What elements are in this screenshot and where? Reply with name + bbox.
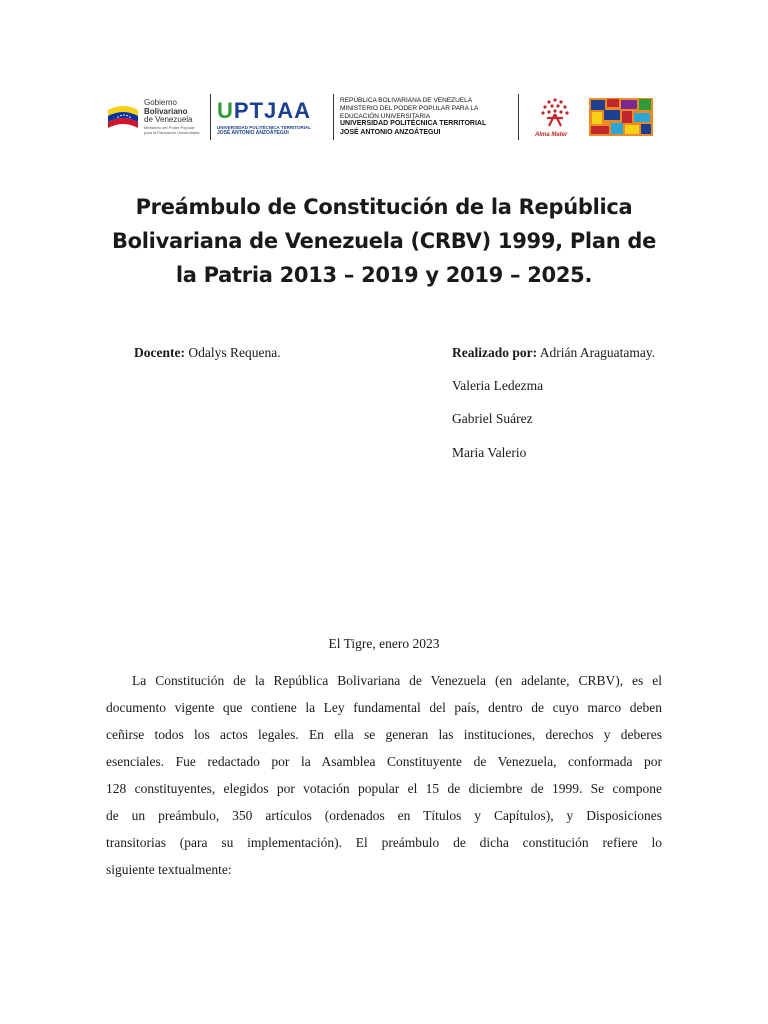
realizado-label: Realizado por:: [452, 345, 538, 360]
member-name: Maria Valerio: [452, 445, 527, 460]
paragraph-line: 128 constituyentes, elegidos por votación popular el 15 de diciembre de 1999. Se compone: [106, 781, 662, 796]
header-divider: [333, 94, 334, 140]
paragraph-line: documento vigente que contiene la Ley fundamental del país, dentro de cuyo marco deben: [106, 700, 662, 715]
intro-paragraph: [106, 667, 662, 883]
member-name: Gabriel Suárez: [452, 411, 533, 426]
docente-name: Odalys Requena.: [184, 345, 281, 360]
header-divider: [210, 94, 211, 140]
institution-line4: UNIVERSIDAD POLITÉCNICA TERRITORIAL: [340, 120, 487, 128]
title-line2: Bolivariana de Venezuela (CRBV) 1999, Plan de: [111, 229, 657, 253]
realizado-field: [452, 345, 655, 361]
gov-logo-line3: de Venezuela: [144, 115, 193, 124]
document-title: [110, 190, 658, 292]
mosaic-logo-icon: [587, 94, 657, 140]
gov-logo-line1: Gobierno: [144, 98, 177, 108]
paragraph-line: transitorias (para su implementación). El preámbulo de dicha constitución refiere lo: [106, 835, 662, 850]
paragraph-line: La Constitución de la República Bolivariana de Venezuela (en adelante, CRBV), es el: [132, 673, 662, 688]
place-date: El Tigre, enero 2023: [328, 636, 440, 651]
gov-logo-line2: Bolivariano: [144, 106, 188, 116]
institution-text: [340, 97, 512, 137]
title-line3: la Patria 2013 – 2019 y 2019 – 2025.: [175, 263, 593, 287]
government-logo: [106, 93, 204, 141]
institution-line1: REPÚBLICA BOLIVARIANA DE VENEZUELA: [340, 96, 473, 104]
paragraph-line: siguiente textualmente:: [106, 862, 232, 877]
member-name: Adrián Araguatamay.: [539, 345, 656, 360]
paragraph-line: ceñirse todos los actos legales. En ella se generan las instituciones, derechos y deberes: [106, 727, 662, 742]
docente-field: [134, 345, 281, 361]
uptjaa-logo: [217, 98, 327, 136]
header-divider: [518, 94, 519, 140]
venezuela-flag-icon: [106, 100, 140, 134]
institution-line5: JOSÉ ANTONIO ANZOÁTEGUI: [340, 128, 441, 136]
gov-logo-line5: para la Educación Universitaria: [144, 129, 200, 135]
paragraph-line: esenciales. Fue redactado por la Asamblea Constituyente de Venezuela, conformada por: [106, 754, 662, 769]
uptjaa-subtitle-2: JOSÉ ANTONIO ANZOÁTEGUI: [217, 130, 289, 136]
paragraph-line: de un preámbulo, 350 artículos (ordenados en Títulos y Capítulos), y Disposiciones: [106, 808, 662, 823]
header-banner: [106, 92, 662, 142]
institution-line2: MINISTERIO DEL PODER POPULAR PARA LA: [340, 104, 479, 112]
uptjaa-letter-u: U: [217, 98, 234, 123]
alma-mater-logo: [525, 94, 587, 140]
docente-label: Docente:: [134, 345, 185, 360]
alma-mater-label: Alma Mater: [535, 132, 568, 138]
uptjaa-word: PTJAA: [233, 98, 312, 123]
title-line1: Preámbulo de Constitución de la República: [135, 195, 633, 219]
gov-logo-line4: Ministerio del Poder Popular: [144, 125, 195, 131]
institution-line3: EDUCACIÓN UNIVERSITARIA: [340, 112, 431, 120]
member-name: Valeria Ledezma: [452, 378, 544, 393]
uptjaa-subtitle-1: UNIVERSIDAD POLITÉCNICA TERRITORIAL: [217, 125, 312, 130]
